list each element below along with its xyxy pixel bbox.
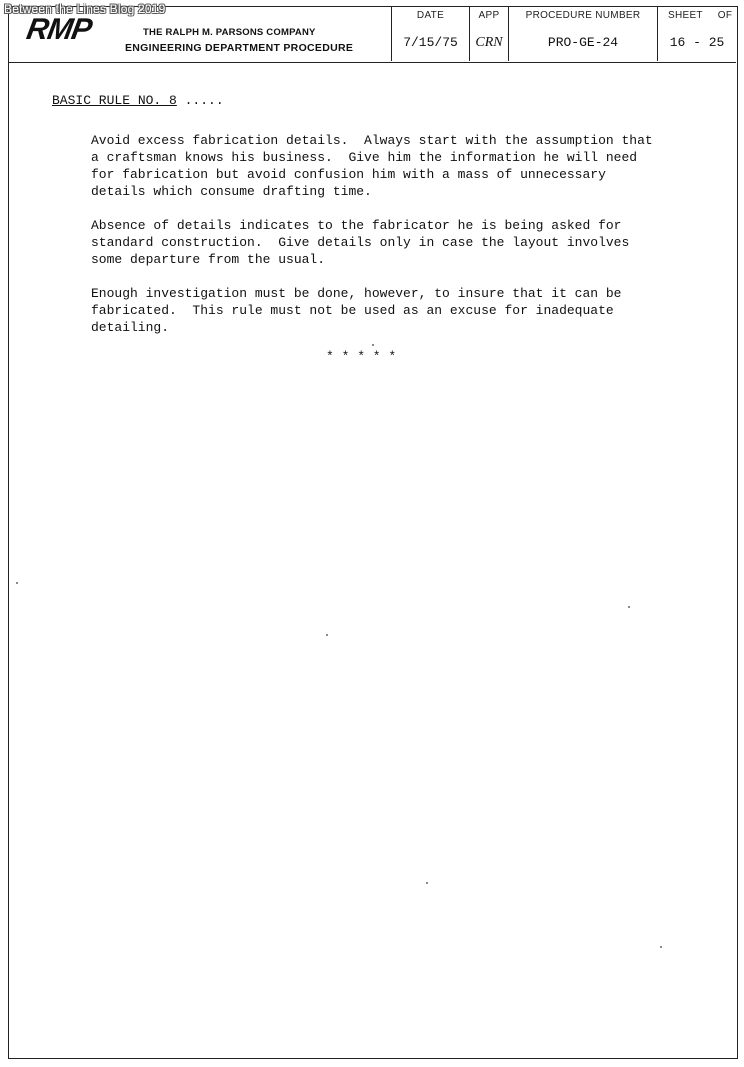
procedure-number-label: PROCEDURE NUMBER [525, 10, 641, 21]
rule-title-dots: ..... [176, 93, 224, 108]
sheet-cell [658, 7, 736, 61]
rule-paragraph-3: Enough investigation must be done, however, to insure that it can be fabricated. This rule must not be used as an excuse for inadequate detailing. [91, 286, 622, 335]
sheet-value: 16 - 25 [669, 35, 725, 50]
rule-paragraph-2: Absence of details indicates to the fabricator he is being asked for standard construction. Give details only in case the layout involves some departure from the usual. [91, 218, 630, 267]
date-label: DATE [416, 10, 445, 21]
section-separator: * * * * * [326, 349, 397, 364]
procedure-number-value: PRO-GE-24 [547, 35, 619, 50]
scan-speck [372, 344, 374, 346]
company-logo: RMP [24, 13, 94, 46]
rule-paragraph-1: Avoid excess fabrication details. Always start with the assumption that a craftsman knows his business. Give him the information he will need for fabrication but avoid confusion him with a mass of unnecessary details which consume drafting time. [91, 133, 653, 199]
app-signature: CRN [475, 35, 503, 50]
date-value: 7/15/75 [403, 35, 458, 50]
company-name: THE RALPH M. PARSONS COMPANY [143, 27, 316, 38]
of-label: OF [717, 10, 733, 21]
sheet-label: SHEET [668, 10, 703, 21]
department-name: ENGINEERING DEPARTMENT PROCEDURE [125, 42, 354, 54]
scan-speck [16, 582, 18, 584]
scan-speck [660, 946, 662, 948]
rule-heading [52, 93, 224, 108]
app-cell [470, 7, 509, 61]
watermark-text: Between the Lines Blog 2019 [4, 2, 166, 16]
app-label: APP [478, 10, 500, 21]
sheet-label-row [658, 10, 736, 21]
date-cell [392, 7, 470, 61]
scan-speck [628, 606, 630, 608]
procedure-number-cell [509, 7, 658, 61]
scan-speck [326, 634, 328, 636]
rule-title: BASIC RULE NO. 8 [52, 93, 177, 108]
scan-speck [426, 882, 428, 884]
